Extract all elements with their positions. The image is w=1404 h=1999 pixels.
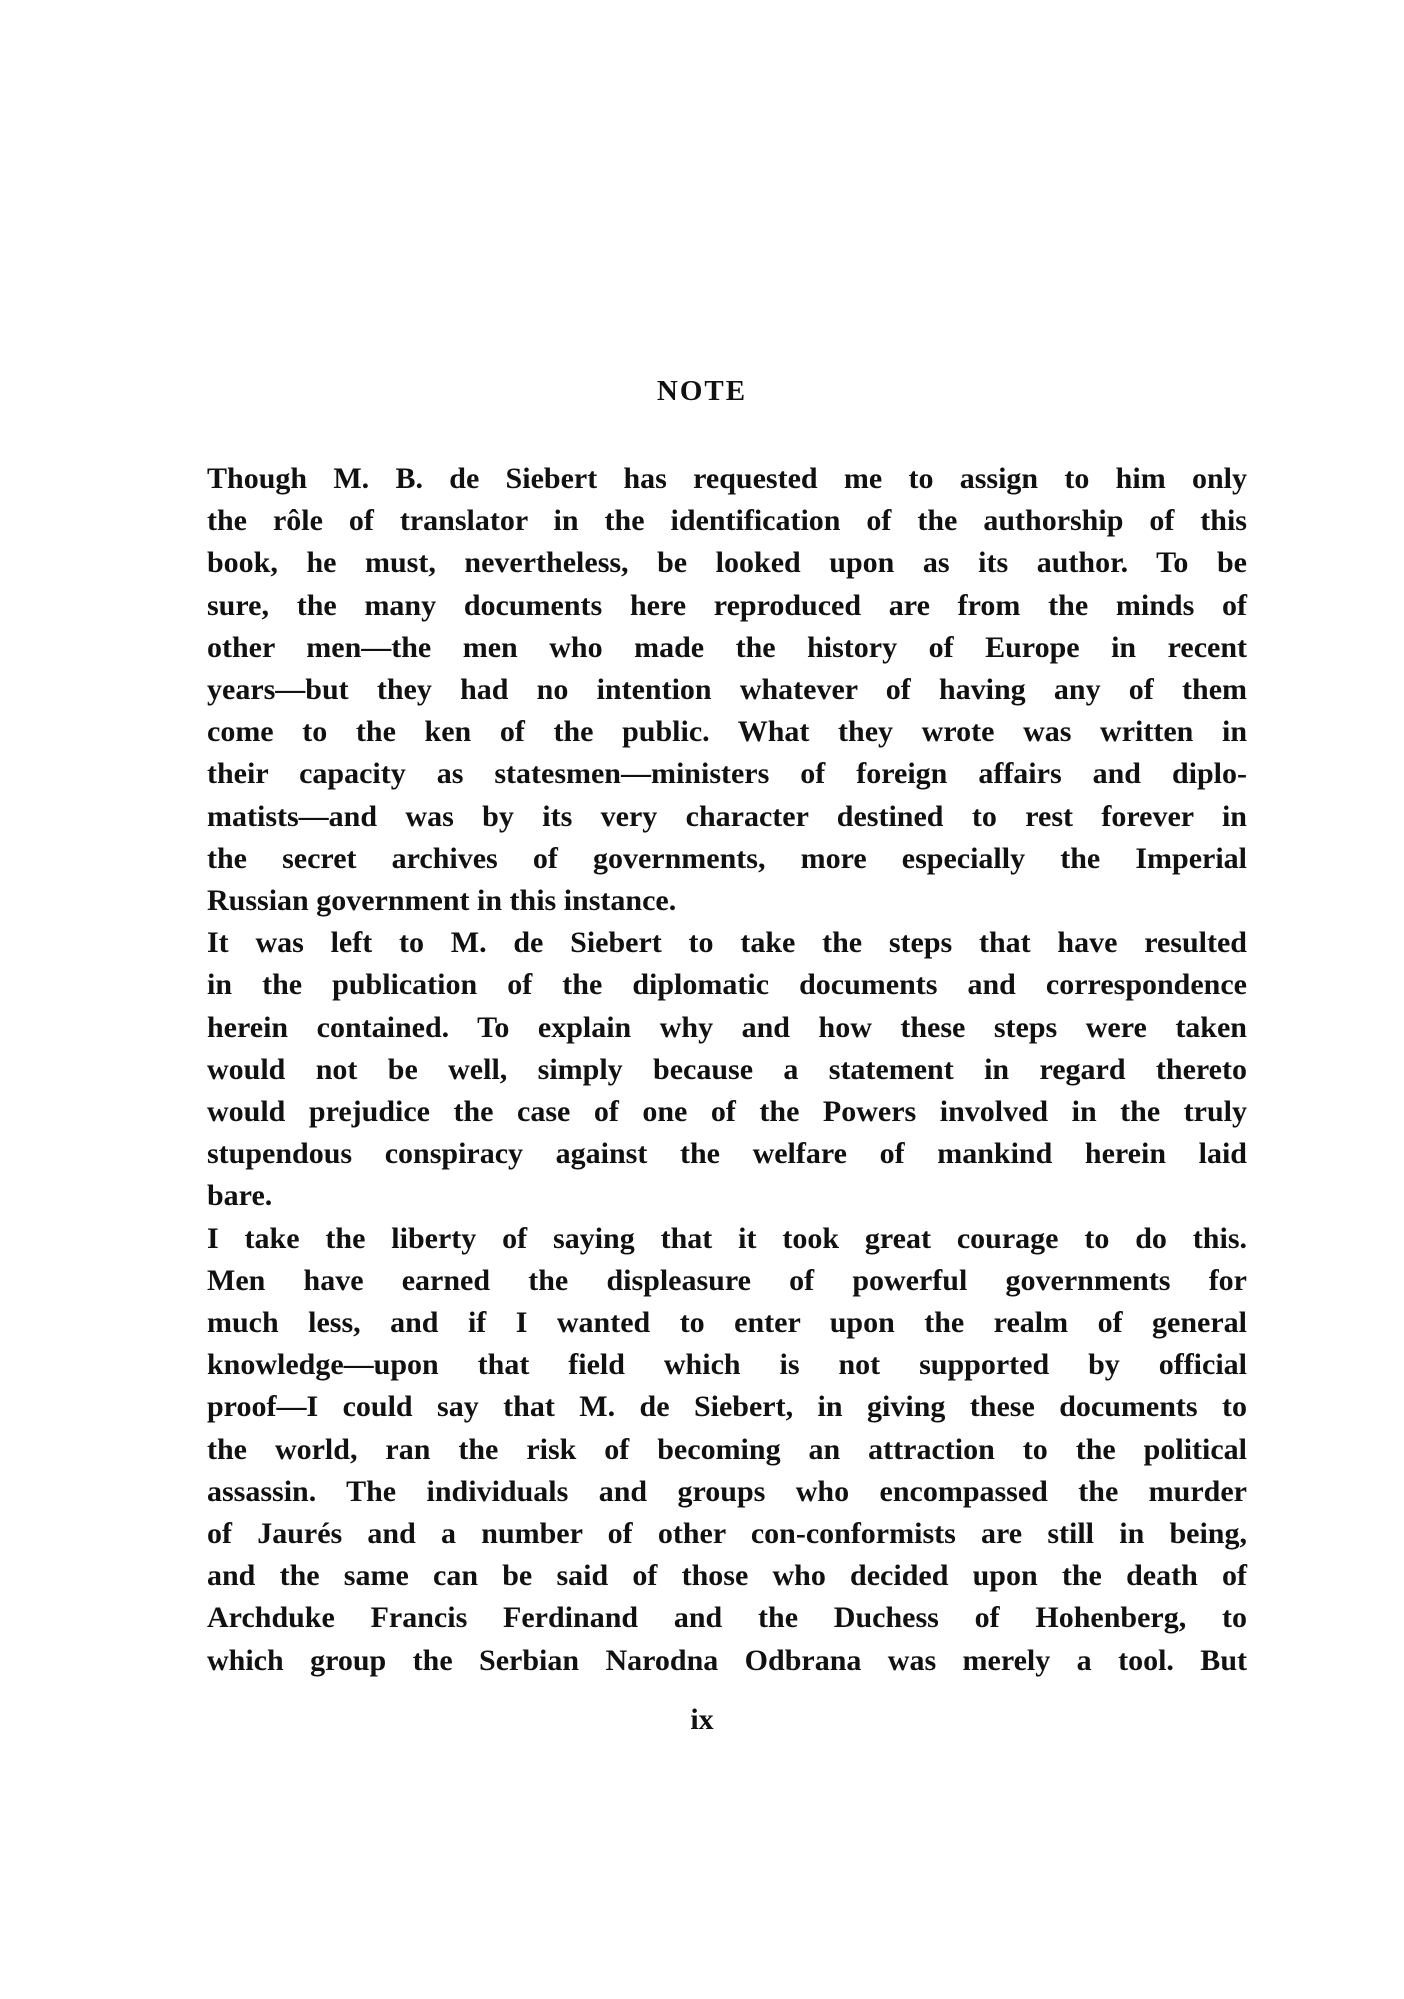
text-line: herein contained. To explain why and how these steps were taken <box>207 1010 1247 1044</box>
text-line: I take the liberty of saying that it took great courage to do this. <box>207 1221 1247 1255</box>
text-line: much less, and if I wanted to enter upon the realm of general <box>207 1306 1247 1340</box>
text-line: the world, ran the risk of becoming an attraction to the political <box>207 1432 1247 1466</box>
text-line: Though M. B. de Siebert has requested me to assign to him only <box>207 462 1247 495</box>
text-line: assassin. The individuals and groups who encompassed the murder <box>207 1474 1247 1508</box>
text-line: proof—I could say that M. de Siebert, in giving these documents to <box>207 1390 1247 1424</box>
text-line: the secret archives of governments, more especially the Imperial <box>207 841 1247 875</box>
text-line: of Jaurés and a number of other con-conformists are still in being, <box>207 1517 1247 1551</box>
text-line: Russian government in this instance. <box>207 884 677 918</box>
text-line: which group the Serbian Narodna Odbrana was merely a tool. But <box>207 1643 1247 1677</box>
text-line: knowledge—upon that field which is not supported by official <box>207 1348 1247 1382</box>
text-line: Men have earned the displeasure of powerful governments for <box>207 1263 1247 1297</box>
text-line: sure, the many documents here reproduced are from the minds of <box>207 588 1247 622</box>
text-line: bare. <box>207 1179 273 1213</box>
text-line: the rôle of translator in the identification of the authorship of this <box>207 504 1247 538</box>
text-line: matists—and was by its very character destined to rest forever in <box>207 799 1247 833</box>
text-line: book, he must, nevertheless, be looked upon as its author. To be <box>207 546 1247 580</box>
text-line: stupendous conspiracy against the welfare of mankind herein laid <box>207 1137 1247 1171</box>
text-line: would not be well, simply because a statement in regard thereto <box>207 1052 1247 1086</box>
page-title: NOTE <box>656 375 748 407</box>
text-line: would prejudice the case of one of the Powers involved in the truly <box>207 1095 1247 1129</box>
page-number: ix <box>690 1703 714 1736</box>
text-line: Archduke Francis Ferdinand and the Duchess of Hohenberg, to <box>207 1601 1247 1635</box>
paragraph-3 <box>207 1218 1247 1682</box>
text-line: and the same can be said of those who decided upon the death of <box>207 1559 1247 1593</box>
text-line: other men—the men who made the history of Europe in recent <box>207 630 1247 664</box>
body-text <box>207 458 1247 1682</box>
text-line: It was left to M. de Siebert to take the steps that have resulted <box>207 926 1247 960</box>
text-line: in the publication of the diplomatic documents and correspondence <box>207 968 1247 1002</box>
paragraph-2 <box>207 922 1247 1217</box>
text-line: their capacity as statesmen—ministers of foreign affairs and diplo- <box>207 757 1247 791</box>
paragraph-1 <box>207 458 1247 922</box>
text-line: years—but they had no intention whatever of having any of them <box>207 673 1247 707</box>
text-line: come to the ken of the public. What they wrote was written in <box>207 715 1247 749</box>
